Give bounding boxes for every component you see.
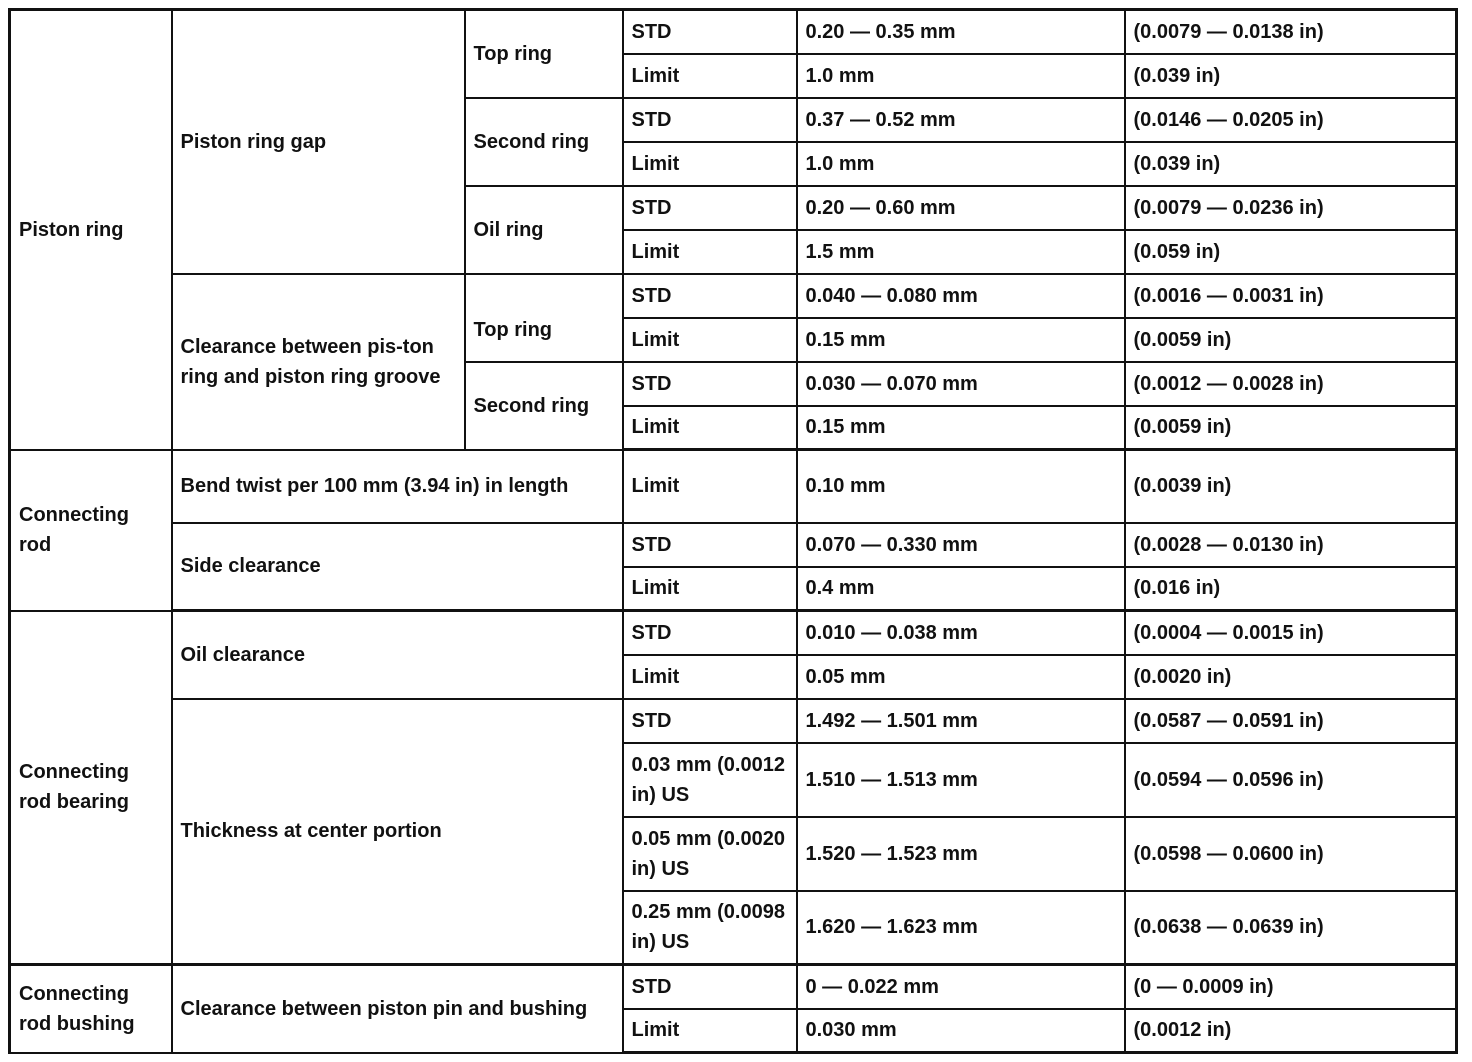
value-mm-cell: 0.37 — 0.52 mm bbox=[797, 98, 1125, 142]
condition-cell: STD bbox=[623, 611, 797, 655]
table-row bbox=[10, 611, 1457, 655]
value-in-cell: (0.0004 — 0.0015 in) bbox=[1125, 611, 1457, 655]
value-in-cell: (0.039 in) bbox=[1125, 54, 1457, 98]
value-in-cell: (0.0039 in) bbox=[1125, 450, 1457, 523]
sub-oil-ring: Oil ring bbox=[465, 186, 623, 274]
value-mm-cell: 0 — 0.022 mm bbox=[797, 965, 1125, 1009]
value-mm-cell: 0.010 — 0.038 mm bbox=[797, 611, 1125, 655]
item-side-clearance: Side clearance bbox=[172, 523, 623, 611]
item-piston-ring-gap: Piston ring gap bbox=[172, 10, 465, 274]
value-mm-cell: 1.5 mm bbox=[797, 230, 1125, 274]
value-mm-cell: 0.040 — 0.080 mm bbox=[797, 274, 1125, 318]
value-mm-cell: 0.030 — 0.070 mm bbox=[797, 362, 1125, 406]
value-mm-cell: 0.20 — 0.35 mm bbox=[797, 10, 1125, 54]
value-in-cell: (0.0587 — 0.0591 in) bbox=[1125, 699, 1457, 743]
value-in-cell: (0.0146 — 0.0205 in) bbox=[1125, 98, 1457, 142]
condition-cell: Limit bbox=[623, 318, 797, 362]
table-row bbox=[10, 450, 1457, 523]
condition-cell: 0.25 mm (0.0098 in) US bbox=[623, 891, 797, 965]
condition-cell: STD bbox=[623, 699, 797, 743]
value-in-cell: (0.0598 — 0.0600 in) bbox=[1125, 817, 1457, 891]
value-in-cell: (0.016 in) bbox=[1125, 567, 1457, 611]
condition-cell: 0.05 mm (0.0020 in) US bbox=[623, 817, 797, 891]
group-connecting-rod: Connecting rod bbox=[10, 450, 172, 611]
item-thickness-center: Thickness at center portion bbox=[172, 699, 623, 965]
value-mm-cell: 1.0 mm bbox=[797, 54, 1125, 98]
value-in-cell: (0.0012 — 0.0028 in) bbox=[1125, 362, 1457, 406]
value-in-cell: (0.0016 — 0.0031 in) bbox=[1125, 274, 1457, 318]
value-mm-cell: 0.070 — 0.330 mm bbox=[797, 523, 1125, 567]
item-oil-clearance: Oil clearance bbox=[172, 611, 623, 699]
value-mm-cell: 0.05 mm bbox=[797, 655, 1125, 699]
condition-cell: STD bbox=[623, 186, 797, 230]
condition-cell: STD bbox=[623, 274, 797, 318]
group-connecting-rod-bushing: Connecting rod bushing bbox=[10, 965, 172, 1053]
value-mm-cell: 1.510 — 1.513 mm bbox=[797, 743, 1125, 817]
condition-cell: Limit bbox=[623, 406, 797, 450]
value-mm-cell: 0.20 — 0.60 mm bbox=[797, 186, 1125, 230]
table-row bbox=[10, 965, 1457, 1009]
condition-cell: STD bbox=[623, 523, 797, 567]
value-in-cell: (0.0059 in) bbox=[1125, 406, 1457, 450]
group-piston-ring: Piston ring bbox=[10, 10, 172, 450]
value-in-cell: (0.0638 — 0.0639 in) bbox=[1125, 891, 1457, 965]
table-row bbox=[10, 699, 1457, 743]
value-mm-cell: 0.4 mm bbox=[797, 567, 1125, 611]
spec-table bbox=[8, 8, 1458, 1054]
value-in-cell: (0.0028 — 0.0130 in) bbox=[1125, 523, 1457, 567]
condition-cell: 0.03 mm (0.0012 in) US bbox=[623, 743, 797, 817]
condition-cell: Limit bbox=[623, 655, 797, 699]
condition-cell: STD bbox=[623, 965, 797, 1009]
item-pin-bushing-clearance: Clearance between piston pin and bushing bbox=[172, 965, 623, 1053]
condition-cell: Limit bbox=[623, 567, 797, 611]
condition-cell: STD bbox=[623, 362, 797, 406]
condition-cell: Limit bbox=[623, 142, 797, 186]
sub-second-ring: Second ring bbox=[465, 98, 623, 186]
condition-cell: Limit bbox=[623, 230, 797, 274]
value-in-cell: (0.0594 — 0.0596 in) bbox=[1125, 743, 1457, 817]
value-in-cell: (0.0059 in) bbox=[1125, 318, 1457, 362]
value-mm-cell: 0.10 mm bbox=[797, 450, 1125, 523]
value-in-cell: (0.059 in) bbox=[1125, 230, 1457, 274]
table-row bbox=[10, 523, 1457, 567]
condition-cell: STD bbox=[623, 98, 797, 142]
value-in-cell: (0.0079 — 0.0138 in) bbox=[1125, 10, 1457, 54]
value-in-cell: (0 — 0.0009 in) bbox=[1125, 965, 1457, 1009]
table-row bbox=[10, 274, 1457, 318]
sub-top-ring: Top ring bbox=[465, 274, 623, 362]
value-mm-cell: 0.15 mm bbox=[797, 406, 1125, 450]
item-ring-groove-clearance: Clearance between pis-ton ring and piston ring groove bbox=[172, 274, 465, 450]
condition-cell: Limit bbox=[623, 450, 797, 523]
value-mm-cell: 1.492 — 1.501 mm bbox=[797, 699, 1125, 743]
table-row bbox=[10, 10, 1457, 54]
condition-cell: Limit bbox=[623, 1009, 797, 1053]
value-mm-cell: 1.520 — 1.523 mm bbox=[797, 817, 1125, 891]
condition-cell: STD bbox=[623, 10, 797, 54]
value-in-cell: (0.0020 in) bbox=[1125, 655, 1457, 699]
sub-second-ring: Second ring bbox=[465, 362, 623, 450]
value-mm-cell: 0.030 mm bbox=[797, 1009, 1125, 1053]
group-connecting-rod-bearing: Connecting rod bearing bbox=[10, 611, 172, 965]
value-mm-cell: 0.15 mm bbox=[797, 318, 1125, 362]
value-in-cell: (0.0079 — 0.0236 in) bbox=[1125, 186, 1457, 230]
condition-cell: Limit bbox=[623, 54, 797, 98]
value-mm-cell: 1.620 — 1.623 mm bbox=[797, 891, 1125, 965]
value-mm-cell: 1.0 mm bbox=[797, 142, 1125, 186]
value-in-cell: (0.0012 in) bbox=[1125, 1009, 1457, 1053]
value-in-cell: (0.039 in) bbox=[1125, 142, 1457, 186]
item-bend-twist: Bend twist per 100 mm (3.94 in) in length bbox=[172, 450, 623, 523]
sub-top-ring: Top ring bbox=[465, 10, 623, 98]
